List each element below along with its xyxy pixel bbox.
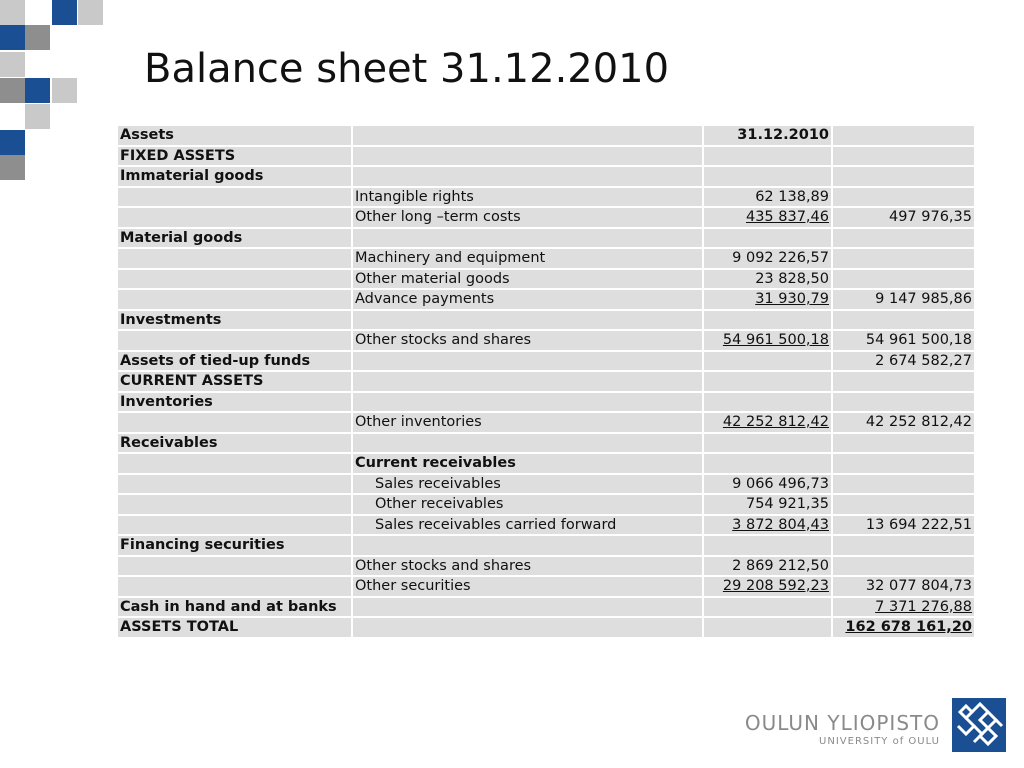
- table-cell: 13 694 222,51: [833, 516, 974, 535]
- table-cell: [118, 557, 351, 576]
- table-row: [118, 454, 974, 473]
- table-cell: [353, 311, 702, 330]
- table-row: [118, 331, 974, 350]
- table-cell: Immaterial goods: [118, 167, 351, 186]
- deco-square: [0, 155, 25, 180]
- table-cell: Other inventories: [353, 413, 702, 432]
- logo-sub-text: UNIVERSITY of OULU: [819, 736, 940, 747]
- university-logo-text: [745, 711, 940, 749]
- table-cell: [353, 229, 702, 248]
- deco-square: [0, 78, 25, 103]
- table-cell: Machinery and equipment: [353, 249, 702, 268]
- deco-square: [0, 0, 25, 25]
- table-row: [118, 249, 974, 268]
- table-cell: Other securities: [353, 577, 702, 596]
- deco-square: [52, 78, 77, 103]
- table-cell: 62 138,89: [704, 188, 831, 207]
- table-cell: [833, 188, 974, 207]
- table-cell: [353, 536, 702, 555]
- table-row: [118, 290, 974, 309]
- table-cell: 29 208 592,23: [704, 577, 831, 596]
- table-cell: [118, 516, 351, 535]
- table-cell: CURRENT ASSETS: [118, 372, 351, 391]
- table-row: [118, 557, 974, 576]
- table-cell: [704, 352, 831, 371]
- table-cell: [833, 249, 974, 268]
- table-cell: [833, 475, 974, 494]
- table-cell: [833, 434, 974, 453]
- table-row: [118, 372, 974, 391]
- deco-square: [0, 130, 25, 155]
- table-cell: Sales receivables: [353, 475, 702, 494]
- table-cell: [704, 434, 831, 453]
- table-cell: Other stocks and shares: [353, 557, 702, 576]
- table-cell: [118, 270, 351, 289]
- table-cell: [833, 126, 974, 145]
- table-row: [118, 495, 974, 514]
- table-cell: Assets: [118, 126, 351, 145]
- table-cell: [833, 270, 974, 289]
- table-cell: [833, 147, 974, 166]
- table-cell: [704, 454, 831, 473]
- table-cell: [353, 434, 702, 453]
- table-cell: 497 976,35: [833, 208, 974, 227]
- table-cell: [833, 167, 974, 186]
- table-cell: 3 872 804,43: [704, 516, 831, 535]
- table-cell: [118, 290, 351, 309]
- table-cell: [118, 331, 351, 350]
- table-row: [118, 188, 974, 207]
- table-cell: 31 930,79: [704, 290, 831, 309]
- table-cell: [833, 311, 974, 330]
- table-cell: Current receivables: [353, 454, 702, 473]
- table-row: [118, 167, 974, 186]
- table-cell: [704, 598, 831, 617]
- table-cell: Advance payments: [353, 290, 702, 309]
- university-emblem-icon: [952, 698, 1006, 752]
- table-cell: 42 252 812,42: [833, 413, 974, 432]
- table-cell: 435 837,46: [704, 208, 831, 227]
- table-row: [118, 311, 974, 330]
- table-cell: [353, 167, 702, 186]
- deco-square: [0, 25, 25, 50]
- table-cell: Sales receivables carried forward: [353, 516, 702, 535]
- table-cell: [353, 393, 702, 412]
- deco-square: [78, 0, 103, 25]
- table-cell: 54 961 500,18: [833, 331, 974, 350]
- slide-title: Balance sheet 31.12.2010: [144, 46, 670, 92]
- table-row: [118, 229, 974, 248]
- table-cell: [833, 557, 974, 576]
- table-row: [118, 270, 974, 289]
- table-cell: 54 961 500,18: [704, 331, 831, 350]
- table-cell: 31.12.2010: [704, 126, 831, 145]
- table-cell: 9 147 985,86: [833, 290, 974, 309]
- table-cell: 2 674 582,27: [833, 352, 974, 371]
- table-row: [118, 516, 974, 535]
- table-row: [118, 598, 974, 617]
- table-row: [118, 393, 974, 412]
- table-cell: 32 077 804,73: [833, 577, 974, 596]
- deco-square: [0, 52, 25, 77]
- table-cell: [704, 311, 831, 330]
- deco-square: [25, 25, 50, 50]
- table-cell: [118, 495, 351, 514]
- table-cell: Financing securities: [118, 536, 351, 555]
- table-cell: [353, 126, 702, 145]
- table-cell: [118, 188, 351, 207]
- table-cell: 162 678 161,20: [833, 618, 974, 637]
- table-row: [118, 413, 974, 432]
- table-cell: [833, 229, 974, 248]
- table-cell: Other long –term costs: [353, 208, 702, 227]
- table-cell: [704, 393, 831, 412]
- table-cell: 9 066 496,73: [704, 475, 831, 494]
- table-cell: [704, 229, 831, 248]
- table-cell: [704, 147, 831, 166]
- table-cell: [833, 372, 974, 391]
- table-cell: [833, 495, 974, 514]
- table-cell: [118, 208, 351, 227]
- table-row: [118, 577, 974, 596]
- table-cell: [353, 372, 702, 391]
- table-cell: [704, 536, 831, 555]
- table-cell: ASSETS TOTAL: [118, 618, 351, 637]
- table-cell: [353, 147, 702, 166]
- table-cell: [704, 618, 831, 637]
- table-cell: [833, 393, 974, 412]
- table-cell: 9 092 226,57: [704, 249, 831, 268]
- table-row: [118, 352, 974, 371]
- table-cell: Other receivables: [353, 495, 702, 514]
- deco-square: [25, 0, 50, 25]
- table-cell: [833, 536, 974, 555]
- deco-square: [52, 0, 77, 25]
- table-cell: FIXED ASSETS: [118, 147, 351, 166]
- table-cell: 2 869 212,50: [704, 557, 831, 576]
- table-row: [118, 618, 974, 637]
- table-cell: Other material goods: [353, 270, 702, 289]
- table-cell: Intangible rights: [353, 188, 702, 207]
- table-cell: [118, 249, 351, 268]
- table-cell: [118, 577, 351, 596]
- table-row: [118, 536, 974, 555]
- table-cell: [353, 618, 702, 637]
- table-cell: Assets of tied-up funds: [118, 352, 351, 371]
- table-cell: 23 828,50: [704, 270, 831, 289]
- table-cell: 42 252 812,42: [704, 413, 831, 432]
- balance-sheet-table: [116, 124, 976, 639]
- table-cell: Cash in hand and at banks: [118, 598, 351, 617]
- logo-main-text: OULUN YLIOPISTO: [744, 711, 940, 735]
- table-row: [118, 147, 974, 166]
- table-cell: 754 921,35: [704, 495, 831, 514]
- table-cell: Material goods: [118, 229, 351, 248]
- table-cell: Receivables: [118, 434, 351, 453]
- table-row: [118, 475, 974, 494]
- table-cell: 7 371 276,88: [833, 598, 974, 617]
- table-cell: Inventories: [118, 393, 351, 412]
- table-cell: [704, 372, 831, 391]
- table-cell: [353, 352, 702, 371]
- table-row: [118, 126, 974, 145]
- table-cell: [704, 167, 831, 186]
- table-cell: [118, 475, 351, 494]
- table-cell: [118, 454, 351, 473]
- table-cell: Investments: [118, 311, 351, 330]
- table-cell: [833, 454, 974, 473]
- table-cell: [353, 598, 702, 617]
- table-row: [118, 434, 974, 453]
- table-cell: Other stocks and shares: [353, 331, 702, 350]
- table-cell: [118, 413, 351, 432]
- deco-square: [25, 78, 50, 103]
- deco-square: [25, 104, 50, 129]
- table-row: [118, 208, 974, 227]
